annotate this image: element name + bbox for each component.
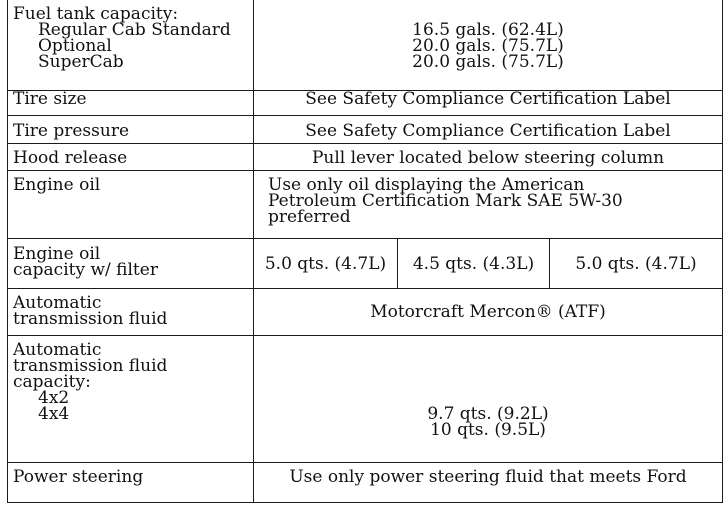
fuel-tank-label: Fuel tank capacity: bbox=[13, 4, 179, 24]
table-row-power-steering bbox=[8, 463, 723, 503]
engine-oil-label: Engine oil bbox=[8, 171, 254, 239]
atf-label-line-2: transmission fluid bbox=[13, 309, 168, 329]
atf-capacity-4x4-label: 4x4 bbox=[38, 404, 70, 424]
fuel-tank-regular-cab-value: 16.5 gals. (62.4L) bbox=[412, 20, 564, 40]
tire-pressure-label: Tire pressure bbox=[8, 116, 254, 144]
table-row-atf bbox=[8, 289, 723, 336]
hood-release-label: Hood release bbox=[8, 144, 254, 171]
atf-capacity-label-line-1: Automatic bbox=[13, 340, 102, 360]
atf-capacity-label-line-2: transmission fluid bbox=[13, 356, 168, 376]
power-steering-label: Power steering bbox=[8, 463, 254, 503]
fuel-tank-optional-value: 20.0 gals. (75.7L) bbox=[412, 36, 564, 56]
specifications-table bbox=[7, 0, 723, 503]
table-row-hood-release bbox=[8, 144, 723, 171]
table-row-engine-oil-capacity bbox=[8, 239, 723, 289]
table-row-atf-capacity bbox=[8, 336, 723, 463]
engine-oil-capacity-label-line-2: capacity w/ filter bbox=[13, 260, 158, 280]
table-row-engine-oil bbox=[8, 171, 723, 239]
atf-capacity-label-cell bbox=[8, 336, 254, 463]
atf-value: Motorcraft Mercon® (ATF) bbox=[254, 289, 723, 336]
table-row-fuel-tank bbox=[8, 0, 723, 91]
engine-oil-capacity-value-2: 4.5 qts. (4.3L) bbox=[398, 239, 550, 289]
atf-capacity-4x2-label: 4x2 bbox=[38, 388, 70, 408]
tire-pressure-value: See Safety Compliance Certification Label bbox=[254, 116, 723, 144]
hood-release-value: Pull lever located below steering column bbox=[254, 144, 723, 171]
fuel-tank-optional-label: Optional bbox=[38, 36, 112, 56]
fuel-tank-value-cell bbox=[254, 0, 723, 91]
atf-capacity-4x2-value: 9.7 qts. (9.2L) bbox=[427, 404, 549, 424]
engine-oil-capacity-value-3: 5.0 qts. (4.7L) bbox=[550, 239, 723, 289]
fuel-tank-regular-cab-label: Regular Cab Standard bbox=[38, 20, 231, 40]
engine-oil-value-cell bbox=[254, 171, 723, 239]
engine-oil-capacity-value-1: 5.0 qts. (4.7L) bbox=[254, 239, 398, 289]
atf-capacity-value-cell bbox=[254, 336, 723, 463]
atf-label-line-1: Automatic bbox=[13, 293, 102, 313]
engine-oil-value-line-3: preferred bbox=[268, 207, 351, 227]
engine-oil-capacity-label-cell bbox=[8, 239, 254, 289]
power-steering-value: Use only power steering fluid that meets Ford bbox=[254, 463, 723, 503]
fuel-tank-supercab-value: 20.0 gals. (75.7L) bbox=[412, 52, 564, 72]
engine-oil-capacity-label-line-1: Engine oil bbox=[13, 244, 101, 264]
atf-capacity-4x4-value: 10 qts. (9.5L) bbox=[430, 420, 546, 440]
fuel-tank-supercab-label: SuperCab bbox=[38, 52, 124, 72]
engine-oil-value-line-2: Petroleum Certification Mark SAE 5W-30 bbox=[268, 191, 623, 211]
table-row-tire-pressure bbox=[8, 116, 723, 144]
engine-oil-value-line-1: Use only oil displaying the American bbox=[268, 175, 585, 195]
atf-label-cell bbox=[8, 289, 254, 336]
tire-size-value: See Safety Compliance Certification Label bbox=[254, 91, 723, 116]
atf-capacity-label-line-3: capacity: bbox=[13, 372, 91, 392]
fuel-tank-label-cell bbox=[8, 0, 254, 91]
tire-size-label: Tire size bbox=[8, 91, 254, 116]
table-row-tire-size bbox=[8, 91, 723, 116]
